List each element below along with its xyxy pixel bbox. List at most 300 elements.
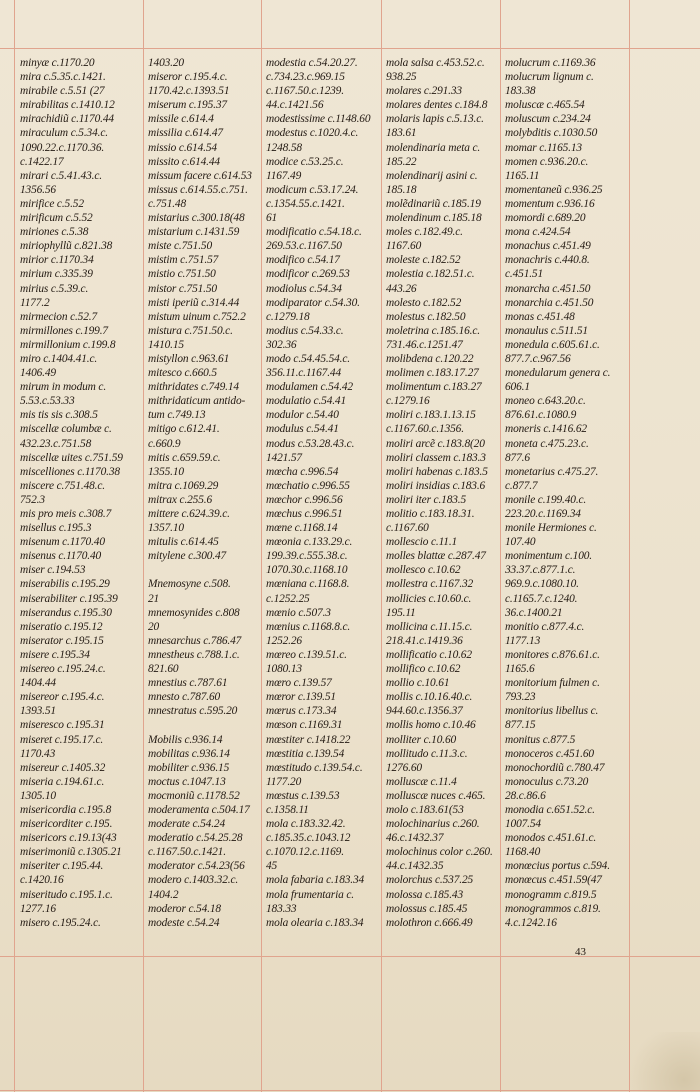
index-entry: mollis c.10.16.40.c.	[386, 691, 473, 704]
index-entry: monarcha c.451.50	[505, 282, 591, 295]
index-entry: miste c.751.50	[148, 240, 213, 253]
index-entry: c.1167.50.c.1421.	[148, 846, 226, 859]
index-entry: moderatio c.54.25.28	[148, 832, 243, 845]
index-entry: mirum in modum c.	[20, 381, 107, 394]
ruled-line-bottom	[0, 956, 700, 957]
index-entry: 1080.13	[266, 663, 302, 676]
index-entry: mollificatio c.10.62	[386, 648, 472, 661]
index-entry: misericors c.19.13(43	[20, 832, 117, 845]
index-entry: mœchus c.996.51	[266, 508, 343, 520]
index-entry: moliri iter c.183.5	[386, 493, 467, 506]
index-entry: 1165.6	[505, 663, 535, 676]
index-entry: mnestheus c.788.1.c.	[148, 648, 240, 661]
index-entry: c.1167.50.c.1239.	[266, 85, 344, 98]
index-entry: mœro c.139.57	[266, 677, 332, 690]
index-entry: misericordia c.195.8	[20, 803, 112, 816]
index-entry: misereur c.1405.32	[20, 761, 106, 774]
index-entry: miseritudo c.195.1.c.	[20, 888, 113, 901]
index-entry: misenus c.1170.40	[20, 550, 102, 563]
index-entry: 606.1	[505, 381, 530, 394]
index-entry: 21	[148, 592, 160, 605]
index-entry: monogrammos c.819.	[505, 902, 601, 915]
index-entry: mœniana c.1168.8.	[266, 578, 350, 591]
index-entry: monitores c.876.61.c.	[505, 648, 600, 661]
index-entry: mirabilitas c.1410.12	[20, 99, 115, 112]
index-entry: c.751.48	[148, 197, 187, 210]
index-entry: molossa c.185.43	[386, 888, 464, 901]
index-entry: molybditis c.1030.50	[505, 127, 598, 140]
index-entry: momentum c.936.16	[505, 197, 595, 210]
index-entry: mirachidiũ c.1170.44	[20, 113, 114, 126]
index-entry: 1276.60	[386, 761, 422, 774]
index-entry: molibdena c.120.22	[386, 352, 474, 365]
index-entry: modestia c.54.20.27.	[266, 57, 358, 69]
index-entry: moliri arcẽ c.183.8(20	[386, 437, 485, 450]
index-entry: miseriter c.195.44.	[20, 860, 104, 873]
index-entry: molẽdinariũ c.185.19	[386, 197, 481, 210]
index-entry: 1168.40	[505, 846, 541, 859]
index-entry: mittere c.624.39.c.	[148, 508, 230, 520]
index-entry: 20	[148, 620, 160, 633]
index-entry: mœonia c.133.29.c.	[266, 536, 353, 549]
index-entry: 1177.13	[505, 634, 541, 647]
index-entry: 183.38	[505, 85, 536, 98]
index-entry: molendinaria meta c.	[386, 141, 481, 154]
index-entry: 969.9.c.1080.10.	[505, 578, 579, 591]
index-entry: molestia c.182.51.c.	[386, 268, 475, 281]
index-entry: 4.c.1242.16	[505, 916, 557, 929]
index-entry: mirior c.1170.34	[20, 254, 94, 267]
index-entry: 1356.56	[20, 183, 56, 196]
index-entry: c.1354.55.c.1421.	[266, 197, 345, 210]
index-entry: mola salsa c.453.52.c.	[386, 57, 485, 69]
index-entry: molochinus color c.260.	[386, 846, 493, 859]
index-entry: mithridates c.749.14	[148, 381, 239, 394]
index-entry: 1177.20	[266, 775, 302, 788]
index-entry: moneta c.475.23.c.	[505, 437, 589, 450]
index-entry: miscellæ columbæ c.	[20, 423, 112, 436]
index-entry: 938.25	[386, 71, 417, 84]
index-entry: 1090.22.c.1170.36.	[20, 141, 105, 154]
index-entry: mollis homo c.10.46	[386, 719, 476, 732]
index-entry: minyæ c.1170.20	[20, 57, 95, 69]
index-entry: miriophyllũ c.821.38	[20, 240, 113, 253]
index-entry: 1404.44	[20, 677, 56, 690]
index-entry: moleste c.182.52	[386, 254, 461, 267]
index-entry: mistura c.751.50.c.	[148, 324, 233, 337]
index-entry: miserabilis c.195.29	[20, 578, 110, 591]
index-entry: 33.37.c.877.1.c.	[505, 564, 576, 577]
index-entry: molares dentes c.184.8	[386, 99, 488, 112]
index-entry: missito c.614.44	[148, 155, 220, 168]
index-entry: Mobilis c.936.14	[148, 733, 223, 746]
index-entry: molimentum c.183.27	[386, 381, 482, 394]
index-entry: moliri insidias c.183.6	[386, 479, 486, 492]
index-entry: modestus c.1020.4.c.	[266, 127, 359, 140]
index-entry: mithridaticum antido-	[148, 395, 246, 408]
index-entry: mitrax c.255.6	[148, 493, 213, 506]
index-entry	[148, 718, 266, 732]
index-entry: 356.11.c.1167.44	[266, 367, 342, 380]
index-entry: 821.60	[148, 663, 179, 676]
index-entry: mirmillonium c.199.8	[20, 338, 116, 351]
index-entry: mœnio c.507.3	[266, 606, 331, 619]
index-entry: misero c.195.24.c.	[20, 916, 101, 929]
index-entry: 44.c.1432.35	[386, 860, 444, 873]
index-entry: molucrum lignum c.	[505, 71, 594, 84]
index-entry: 1248.58	[266, 141, 302, 154]
index-entry: molimen c.183.17.27	[386, 367, 479, 380]
ruled-line-edge	[0, 1090, 700, 1091]
ruled-line-col-1	[143, 0, 144, 1092]
index-entry: molossus c.185.45	[386, 902, 468, 915]
index-entry: monitorius libellus c.	[505, 705, 599, 718]
index-entry: molluscæ c.11.4	[386, 775, 457, 788]
index-entry: c.1279.16	[386, 395, 430, 408]
index-entry: miserabiliter c.195.39	[20, 592, 118, 605]
index-entry: 1355.10	[148, 465, 184, 478]
index-entry: 28.c.86.6	[505, 789, 546, 802]
index-entry: miserum c.195.37	[148, 99, 227, 112]
index-entry: modiparator c.54.30.	[266, 296, 360, 309]
index-entry: moles c.182.49.c.	[386, 226, 463, 239]
index-entry: mirari c.5.41.43.c.	[20, 169, 102, 182]
index-entry: molesto c.182.52	[386, 296, 462, 309]
index-entry: molendinarij asini c.	[386, 169, 478, 182]
index-entry: modulamen c.54.42	[266, 381, 353, 394]
index-entry: c.1420.16	[20, 874, 64, 887]
index-entry: misellus c.195.3	[20, 522, 92, 535]
index-entry: miro c.1404.41.c.	[20, 352, 98, 365]
index-entry: mœcha c.996.54	[266, 465, 339, 478]
index-entry: mirmecion c.52.7	[20, 310, 98, 323]
index-entry: moletrina c.185.16.c.	[386, 324, 480, 337]
index-entry: mirifice c.5.52	[20, 197, 84, 210]
index-entry: c.660.9	[148, 437, 181, 450]
index-entry: molares c.291.33	[386, 85, 462, 98]
index-entry: mœnius c.1168.8.c.	[266, 620, 351, 633]
index-entry: mistarium c.1431.59	[148, 226, 240, 239]
index-entry: mistum uinum c.752.2	[148, 310, 246, 323]
index-entry: monaulus c.511.51	[505, 324, 588, 337]
index-entry: c.1070.12.c.1169.	[266, 846, 344, 859]
index-entry: modulor c.54.40	[266, 409, 339, 422]
index-entry: monitus c.877.5	[505, 733, 576, 746]
index-entry: modicum c.53.17.24.	[266, 183, 359, 196]
index-entry: monoceros c.451.60	[505, 747, 594, 760]
index-entry: c.1167.60.c.1356.	[386, 423, 464, 436]
index-entry: c.451.51	[505, 268, 544, 281]
index-entry: 752.3	[20, 493, 45, 506]
index-entry: c.1279.18	[266, 310, 310, 323]
index-entry: miser c.194.53	[20, 564, 86, 577]
index-entry: moluscæ c.465.54	[505, 99, 585, 112]
index-entry: modeste c.54.24	[148, 916, 220, 929]
index-entry: 1403.20	[148, 57, 184, 69]
index-entry: miseresco c.195.31	[20, 719, 105, 732]
index-entry: 36.c.1400.21	[505, 606, 563, 619]
index-entry: mistarius c.300.18(48	[148, 212, 245, 225]
index-column-1	[20, 56, 138, 930]
ruled-line-margin-left	[14, 0, 15, 1092]
index-entry: monitio c.877.4.c.	[505, 620, 585, 633]
index-entry: mœstitia c.139.54	[266, 747, 345, 760]
index-entry: monochordiũ c.780.47	[505, 761, 605, 774]
index-entry: 1252.26	[266, 634, 302, 647]
index-entry: mollescio c.11.1	[386, 536, 458, 549]
index-column-5	[505, 56, 623, 930]
index-entry: mistio c.751.50	[148, 268, 216, 281]
index-entry: mobiliter c.936.15	[148, 761, 230, 774]
index-entry: mœstiter c.1418.22	[266, 733, 351, 746]
index-entry: c.1167.60	[386, 522, 429, 535]
index-entry: 876.61.c.1080.9	[505, 409, 577, 422]
index-entry: mœstitudo c.139.54.c.	[266, 761, 363, 774]
index-entry: c.734.23.c.969.15	[266, 71, 345, 84]
index-entry: moneris c.1416.62	[505, 423, 587, 436]
index-entry: 199.39.c.555.38.c.	[266, 550, 348, 563]
index-entry: mitesco c.660.5	[148, 367, 217, 380]
index-entry: 1357.10	[148, 522, 184, 535]
ruled-line-top	[0, 48, 700, 49]
index-entry: molluscæ nuces c.465.	[386, 789, 486, 802]
index-entry: molochinarius c.260.	[386, 818, 480, 831]
index-entry: 432.23.c.751.58	[20, 437, 92, 450]
index-entry: missus c.614.55.c.751.	[148, 183, 248, 196]
index-entry: 1170.43	[20, 747, 56, 760]
index-entry: moliri c.183.1.13.15	[386, 409, 476, 422]
index-entry: modus c.53.28.43.c.	[266, 437, 355, 450]
index-entry: mola fabaria c.183.34	[266, 874, 365, 887]
index-entry: mollestra c.1167.32	[386, 578, 474, 591]
index-entry: c.1422.17	[20, 155, 64, 168]
index-entry: moderor c.54.18	[148, 902, 221, 915]
index-entry: molles blattæ c.287.47	[386, 550, 486, 563]
index-entry: momen c.936.20.c.	[505, 155, 589, 168]
index-entry: miriones c.5.38	[20, 226, 89, 239]
index-entry: misereo c.195.24.c.	[20, 663, 106, 676]
index-entry: misenum c.1170.40	[20, 536, 105, 549]
index-entry: mnestius c.787.61	[148, 677, 228, 690]
index-entry: 183.61	[386, 127, 417, 140]
index-entry: moluscum c.234.24	[505, 113, 591, 126]
index-entry: misereor c.195.4.c.	[20, 691, 105, 704]
index-entry: monedularum genera c.	[505, 367, 611, 380]
index-entry: monogramm c.819.5	[505, 888, 597, 901]
index-entry: 195.11	[386, 606, 416, 619]
index-entry: 1177.2	[20, 296, 50, 309]
index-entry: mœreo c.139.51.c.	[266, 648, 347, 661]
index-entry: mollio c.10.61	[386, 677, 450, 690]
index-entry: 44.c.1421.56	[266, 99, 324, 112]
index-entry: 269.53.c.1167.50	[266, 240, 342, 253]
index-entry: monœcus c.451.59(47	[505, 874, 602, 887]
index-entry: c.1358.11	[266, 803, 309, 816]
ruled-line-col-5	[629, 0, 630, 1092]
index-entry: mitylene c.300.47	[148, 550, 227, 563]
index-entry: moliri habenas c.183.5	[386, 465, 488, 478]
index-entry: miseratio c.195.12	[20, 620, 103, 633]
index-entry: mnemosynides c.808	[148, 606, 240, 619]
index-entry: misericorditer c.195.	[20, 818, 113, 831]
index-entry: monitorium fulmen c.	[505, 677, 600, 690]
index-entry: 1393.51	[20, 705, 56, 718]
index-entry: modero c.1403.32.c.	[148, 874, 239, 887]
index-entry: c.185.35.c.1043.12	[266, 832, 351, 845]
index-entry: molothron c.666.49	[386, 916, 473, 929]
index-entry: c.877.7	[505, 479, 538, 492]
index-entry: monoculus c.73.20	[505, 775, 589, 788]
index-entry: moderate c.54.24	[148, 818, 226, 831]
index-entry: mona c.424.54	[505, 226, 571, 239]
index-entry: 46.c.1432.37	[386, 832, 444, 845]
index-entry: molliter c.10.60	[386, 733, 457, 746]
index-entry: 877.6	[505, 451, 530, 464]
index-entry: modiolus c.54.34	[266, 282, 342, 295]
index-entry: 223.20.c.1169.34	[505, 508, 581, 520]
index-entry: miscere c.751.48.c.	[20, 479, 105, 492]
index-entry: mitra c.1069.29	[148, 479, 219, 492]
index-entry: miraculum c.5.34.c.	[20, 127, 108, 140]
index-entry: miserator c.195.15	[20, 634, 104, 647]
index-entry: missio c.614.54	[148, 141, 217, 154]
index-entry: mœne c.1168.14	[266, 522, 338, 535]
index-entry: misti iperiũ c.314.44	[148, 296, 240, 309]
index-entry: missilia c.614.47	[148, 127, 223, 140]
index-entry: mistim c.751.57	[148, 254, 219, 267]
index-entry: mocmoniũ c.1178.52	[148, 789, 240, 802]
index-entry: 443.26	[386, 282, 417, 295]
index-entry: monachris c.440.8.	[505, 254, 590, 267]
index-entry: 5.53.c.53.33	[20, 395, 75, 408]
index-entry: miscellæ uites c.751.59	[20, 451, 123, 464]
index-entry: mnesarchus c.786.47	[148, 634, 242, 647]
index-entry: monodia c.651.52.c.	[505, 803, 595, 816]
index-entry: modulatio c.54.41	[266, 395, 347, 408]
index-entry: molestus c.182.50	[386, 310, 466, 323]
index-entry: molorchus c.537.25	[386, 874, 474, 887]
index-entry: 1421.57	[266, 451, 302, 464]
index-entry: 185.22	[386, 155, 417, 168]
index-entry: moneo c.643.20.c.	[505, 395, 586, 408]
index-entry: miserimoniũ c.1305.21	[20, 846, 122, 859]
index-column-4	[386, 56, 504, 930]
index-entry: monimentum c.100.	[505, 550, 592, 563]
index-entry: miseror c.195.4.c.	[148, 71, 228, 84]
index-entry: molaris lapis c.5.13.c.	[386, 113, 484, 126]
index-entry: mœror c.139.51	[266, 691, 336, 704]
index-entry: mola c.183.32.42.	[266, 818, 346, 831]
index-entry: mistyllon c.963.61	[148, 352, 230, 365]
index-column-2	[148, 56, 266, 930]
index-entry: mirmillones c.199.7	[20, 324, 108, 337]
index-entry: moderator c.54.23(56	[148, 860, 245, 873]
index-entry: 61	[266, 212, 278, 225]
index-entry: 1404.2	[148, 888, 179, 901]
index-entry: mis pro meis c.308.7	[20, 508, 112, 520]
index-entry: monetarius c.475.27.	[505, 465, 599, 478]
index-entry: 107.40	[505, 536, 536, 549]
index-entry: mollicies c.10.60.c.	[386, 592, 472, 605]
index-entry: 1167.60	[386, 240, 422, 253]
page-number: 43	[575, 946, 586, 958]
index-entry: 1070.30.c.1168.10	[266, 564, 348, 577]
index-entry: moctus c.1047.13	[148, 775, 226, 788]
index-entry: momentaneũ c.936.25	[505, 183, 603, 196]
index-entry: 218.41.c.1419.36	[386, 634, 463, 647]
index-entry: momar c.1165.13	[505, 141, 582, 154]
index-entry: moderamenta c.504.17	[148, 803, 250, 816]
index-entry: miscelliones c.1170.38	[20, 465, 120, 478]
index-entry: miseret c.195.17.c.	[20, 733, 104, 746]
index-entry: 877.7.c.967.56	[505, 352, 571, 365]
index-entry: misere c.195.34	[20, 648, 90, 661]
index-column-3	[266, 56, 384, 930]
index-entry: monas c.451.48	[505, 310, 575, 323]
index-entry: monile c.199.40.c.	[505, 493, 587, 506]
index-entry: 183.33	[266, 902, 297, 915]
index-entry: 302.36	[266, 338, 297, 351]
index-entry: 45	[266, 860, 278, 873]
index-entry: 1277.16	[20, 902, 56, 915]
index-entry: mistor c.751.50	[148, 282, 217, 295]
index-entry: mola olearia c.183.34	[266, 916, 364, 929]
index-entry: mnestratus c.595.20	[148, 705, 238, 718]
index-entry: mitulis c.614.45	[148, 536, 219, 549]
index-entry: 1007.54	[505, 818, 541, 831]
index-entry: mola frumentaria c.	[266, 888, 354, 901]
index-entry: miserandus c.195.30	[20, 606, 112, 619]
index-entry: 731.46.c.1251.47	[386, 338, 463, 351]
index-entry: 1305.10	[20, 789, 56, 802]
index-entry: 1406.49	[20, 367, 56, 380]
index-entry: monœcius portus c.594.	[505, 860, 610, 873]
index-entry: mirabile c.5.51 (27	[20, 85, 105, 98]
index-entry: molitio c.183.18.31.	[386, 508, 475, 520]
index-entry: mœstus c.139.53	[266, 789, 340, 802]
index-entry: mira c.5.35.c.1421.	[20, 71, 106, 84]
index-entry: mobilitas c.936.14	[148, 747, 230, 760]
index-entry: modifico c.54.17	[266, 254, 340, 267]
index-entry: mœchor c.996.56	[266, 493, 343, 506]
index-entry: 1167.49	[266, 169, 302, 182]
index-entry: 1170.42.c.1393.51	[148, 85, 230, 98]
index-entry: 185.18	[386, 183, 417, 196]
index-entry: mitis c.659.59.c.	[148, 451, 221, 464]
index-entry: modestissime c.1148.60	[266, 113, 371, 126]
index-entry: monachus c.451.49	[505, 240, 591, 253]
index-entry: modificatio c.54.18.c.	[266, 226, 362, 239]
index-entry: 1165.11	[505, 169, 540, 182]
index-entry: mollicina c.11.15.c.	[386, 620, 473, 633]
index-entry	[148, 563, 266, 577]
index-entry: mollitudo c.11.3.c.	[386, 747, 468, 760]
index-entry: 793.23	[505, 691, 536, 704]
index-entry: c.1165.7.c.1240.	[505, 592, 578, 605]
index-entry: mirius c.5.39.c.	[20, 282, 89, 295]
index-entry: modulus c.54.41	[266, 423, 339, 436]
index-entry: tum c.749.13	[148, 409, 206, 422]
index-entry: molo c.183.61(53	[386, 803, 464, 816]
index-entry: mitigo c.612.41.	[148, 423, 220, 436]
index-entry: mœson c.1169.31	[266, 719, 343, 732]
index-entry: 1410.15	[148, 338, 184, 351]
index-entry: mis tis sis c.308.5	[20, 409, 98, 422]
index-entry: missum facere c.614.53	[148, 169, 252, 182]
index-entry: c.1252.25	[266, 592, 310, 605]
index-entry: mirificum c.5.52	[20, 212, 93, 225]
index-entry: mnesto c.787.60	[148, 691, 221, 704]
